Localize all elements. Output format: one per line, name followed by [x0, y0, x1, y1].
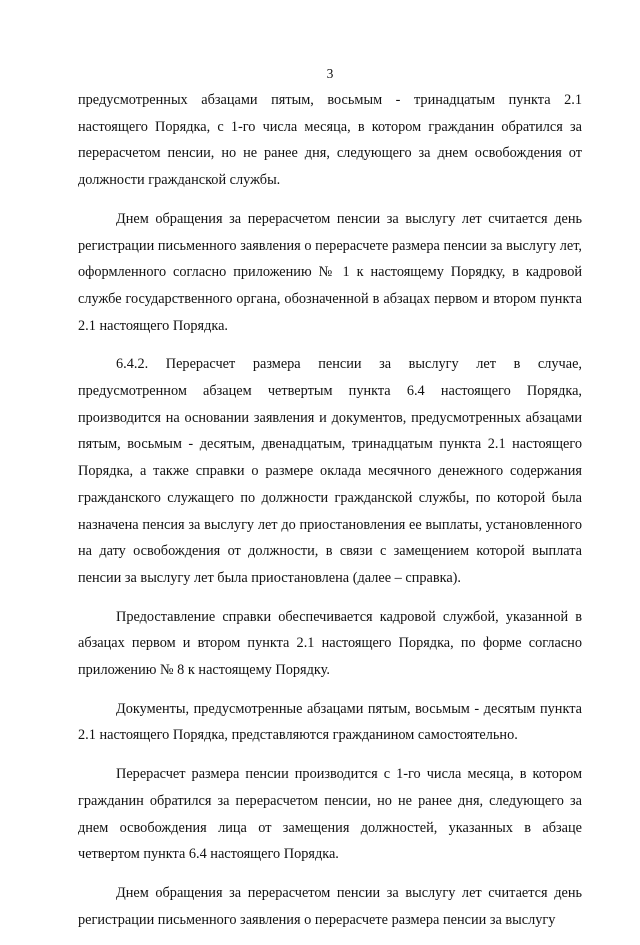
document-body — [78, 87, 582, 945]
page-number: 3 — [326, 66, 334, 81]
paragraph-7: Днем обращения за перерасчетом пенсии за выслугу лет считается день регистрации письменного заявления о перерасчете размера пенсии за выслугу — [78, 884, 582, 928]
paragraph-1: предусмотренных абзацами пятым, восьмым - тринадцатым пункта 2.1 настоящего Порядка, с 1-го числа месяца, в котором гражданин обратился за перерасчетом пенсии, но не ранее дня, следующего за днем освобождения от должности гражданской службы. — [78, 92, 582, 189]
paragraph-2: Днем обращения за перерасчетом пенсии за выслугу лет считается день регистрации письменного заявления о перерасчете размера пенсии за выслугу лет, оформленного согласно приложению № 1 к настоящему Порядку, в кадровой службе государственного органа, обозначенной в абзацах первом и втором пункта 2.1 настоящего Порядка. — [78, 210, 582, 334]
paragraph-3: 6.4.2. Перерасчет размера пенсии за выслугу лет в случае, предусмотренном абзацем четвертым пункта 6.4 настоящего Порядка, производится на основании заявления и документов, предусмотренных абзацами пятым, восьмым - десятым, двенадцатым, тринадцатым пункта 2.1 настоящего Порядка, а также справки о размере оклада месячного денежного содержания гражданского служащего по должности гражданской службы, по которой была назначена пенсия за выслугу лет до приостановления ее выплаты, установленного на дату освобождения от должности, в связи с замещением которой выплата пенсии за выслугу лет была приостановлена (далее – справка). — [78, 356, 582, 586]
paragraph-4: Предоставление справки обеспечивается кадровой службой, указанной в абзацах первом и втором пункта 2.1 настоящего Порядка, по форме согласно приложению № 8 к настоящему Порядку. — [78, 608, 582, 679]
paragraph-5: Документы, предусмотренные абзацами пятым, восьмым - десятым пункта 2.1 настоящего Порядка, представляются гражданином самостоятельно. — [78, 700, 582, 744]
paragraph-6: Перерасчет размера пенсии производится с 1-го числа месяца, в котором гражданин обратился за перерасчетом пенсии, но не ранее дня, следующего за днем освобождения лица от замещения должностей, указанных в абзаце четвертом пункта 6.4 настоящего Порядка. — [78, 766, 582, 863]
